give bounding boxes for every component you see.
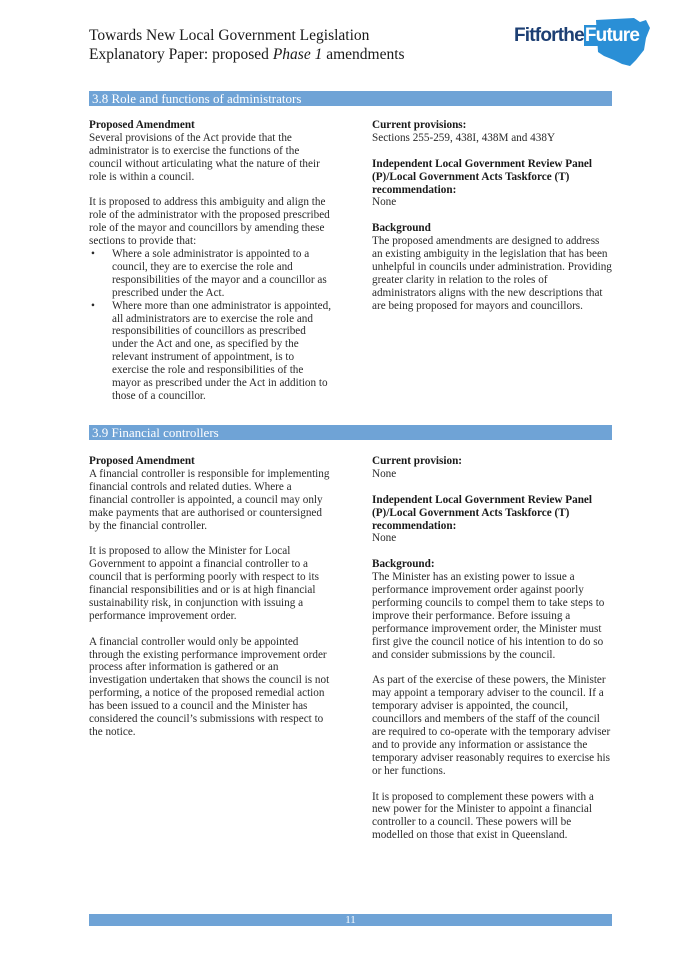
background-paragraph: As part of the exercise of these powers, the Minister may appoint a temporary adviser to the council. If a temporary adviser is appointed, the council, councillors and members of the staff of the council are required to co-operate with the temporary adviser and to provide any information or assistance the temporary adviser reasonably requires to exercise his or her functions. <box>372 674 611 777</box>
current-provision-heading: Current provision: <box>372 455 463 467</box>
review-panel-text: None <box>372 196 397 209</box>
section1-left-column <box>89 119 333 403</box>
background-text: The proposed amendments are designed to address an existing ambiguity in the legislation that has been unhelpful in councils under administration. Providing greater clarity in relation to the roles of administrators aligns with the new descriptions that are being proposed for mayors and councillors. <box>372 235 612 312</box>
section-heading-3-8: 3.8 Role and functions of administrators <box>89 91 612 106</box>
logo-fit-text: Fitforthe <box>514 25 584 46</box>
background-heading: Background: <box>372 558 435 571</box>
current-provision-text: None <box>372 467 397 480</box>
section1-right-column <box>372 119 612 313</box>
section2-left-column <box>89 455 333 739</box>
section-heading-3-9: 3.9 Financial controllers <box>89 425 612 440</box>
proposed-amendment-heading: Proposed Amendment <box>89 119 195 131</box>
proposed-amendment-heading: Proposed Amendment <box>89 455 195 467</box>
paragraph: A financial controller is responsible for implementing financial controls and related duties. Where a financial controller is appointed, a council may only make payments that are authorised or countersigned by the financial controller. <box>89 467 330 532</box>
paragraph: It is proposed to allow the Minister for Local Government to appoint a financial controller to a council that is performing poorly with respect to its financial responsibilities and or is at high financial sustainability risk, in conjunction with issuing a performance improvement order. <box>89 545 319 622</box>
header-subtitle: Explanatory Paper: proposed Phase 1 amendments <box>89 46 405 63</box>
paragraph: It is proposed to address this ambiguity and align the role of the administrator with the proposed prescribed role of the mayor and councillors by amending these sections to provide that: <box>89 196 330 248</box>
fit-for-the-future-logo <box>514 18 654 76</box>
paragraph: A financial controller would only be appointed through the existing performance improvement order process after information is gathered or an investigation undertaken that shows the council is not performing, a notice of the proposed remedial action has been issued to a council and the Minister has considered the council’s submissions with respect to the notice. <box>89 635 330 738</box>
review-panel-heading: Independent Local Government Review Panel (P)/Local Government Acts Taskforce (T) recommendation: <box>372 493 593 532</box>
background-heading: Background <box>372 222 431 235</box>
logo-future-text: Future <box>584 25 640 46</box>
background-paragraph: The Minister has an existing power to issue a performance improvement order against poorly performing councils to compel them to take steps to improve their performance. Before issuing a performance improvement order, the Minister must first give the council notice of his intention to do so and consider submissions by the council. <box>372 571 605 661</box>
bullet-item: • Where a sole administrator is appointed to a council, they are to exercise the role and responsibilities of the mayor and a councillor as prescribed under the Act. <box>89 248 333 300</box>
review-panel-text: None <box>372 532 397 545</box>
background-paragraph: It is proposed to complement these powers with a new power for the Minister to appoint a financial controller to a council. These powers will be modelled on those that exist in Queensland. <box>372 790 594 842</box>
current-provisions-text: Sections 255-259, 438I, 438M and 438Y <box>372 131 556 144</box>
current-provisions-heading: Current provisions: <box>372 119 467 131</box>
bullet-list <box>89 248 333 403</box>
header-title: Towards New Local Government Legislation <box>89 27 370 44</box>
page-number: 11 <box>89 914 612 926</box>
document-header <box>89 26 449 64</box>
paragraph: Several provisions of the Act provide that the administrator is to exercise the functions of the council without articulating what the nature of their role is within a council. <box>89 131 320 183</box>
review-panel-heading: Independent Local Government Review Panel (P)/Local Government Acts Taskforce (T) recommendation: <box>372 157 593 196</box>
bullet-item: • Where more than one administrator is appointed, all administrators are to exercise the role and responsibilities of councillors as prescribed under the Act and one, as specified by the relevant instrument of appointment, is to exercise the role and responsibilities of the mayor as prescribed under the Act in addition to those of a councillor. <box>89 300 333 403</box>
section2-right-column <box>372 455 612 842</box>
